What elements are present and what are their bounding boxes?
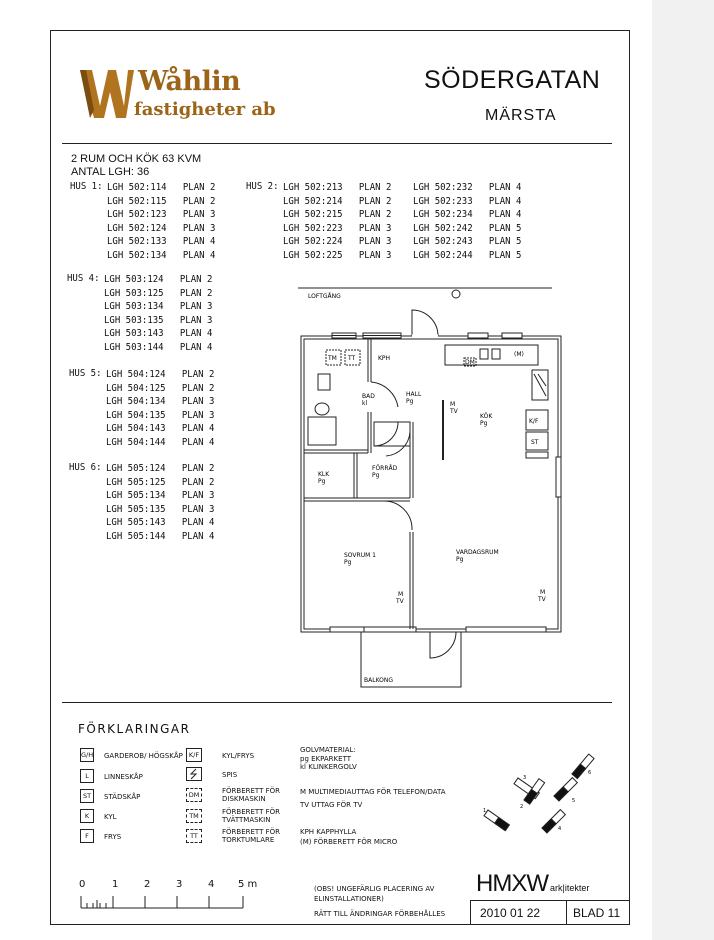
list-item: LGH 504:124 PLAN 2 <box>106 369 215 380</box>
sovrum-floor: Pg <box>344 559 352 566</box>
hus-4-label: HUS 4: <box>67 273 100 284</box>
legend-kph-text: KPH KAPPHYLLA <box>300 828 357 836</box>
list-item: LGH 505:125 PLAN 2 <box>106 476 215 488</box>
title-block-divider <box>566 900 567 925</box>
vardagsrum-label: VARDAGSRUM <box>456 549 499 556</box>
hus-2-label: HUS 2: <box>246 181 279 192</box>
architect-suffix: ark|itekter <box>550 883 590 893</box>
kok-floor: Pg <box>480 420 488 427</box>
st-label: ST <box>531 439 539 446</box>
legend-code-dm: DM <box>186 788 202 802</box>
hus-5-label: HUS 5: <box>69 368 102 379</box>
legend-code-garderob: G/H <box>80 748 94 762</box>
note-line-2: ELINSTALLATIONER) <box>314 895 384 903</box>
list-item: LGH 505:134 PLAN 3 <box>106 490 215 501</box>
outer-wall <box>301 336 561 632</box>
site-keymap <box>480 748 610 848</box>
column-marker <box>452 290 460 298</box>
scale-label: 5 m <box>238 879 258 890</box>
list-item: LGH 503:125 PLAN 2 <box>104 287 213 299</box>
kph-label: KPH <box>378 355 391 362</box>
list-item: LGH 503:135 PLAN 3 <box>104 314 213 326</box>
legend-code-kyl: K <box>80 809 94 823</box>
list-item: LGH 502:213 PLAN 2 LGH 502:232 PLAN 4 <box>283 182 522 193</box>
legend-m-text: M MULTIMEDIAUTTAG FÖR TELEFON/DATA <box>300 788 446 796</box>
hus-1-list <box>107 181 215 262</box>
legend-text-kyl: KYL <box>104 813 117 821</box>
keymap-label: 5 <box>572 798 576 804</box>
hus-6-label: HUS 6: <box>69 462 102 473</box>
legend-code-frys: F <box>80 829 94 843</box>
keymap-label: 3 <box>523 775 527 781</box>
wahlin-logo-icon <box>78 66 134 122</box>
klk-label: KLK <box>318 471 330 478</box>
legend-text-kylfrys: KYL/FRYS <box>222 752 255 760</box>
keymap-label: 1 <box>483 808 487 814</box>
apartment-count: ANTAL LGH: 36 <box>71 166 150 178</box>
tv-label-bedroom: TV <box>396 598 404 605</box>
list-item: LGH 503:134 PLAN 3 <box>104 301 213 312</box>
note-line-1: (OBS! UNGEFÄRLIG PLACERING AV <box>314 885 435 893</box>
hus-1-label: HUS 1: <box>70 181 103 192</box>
hus-5-list <box>106 368 214 449</box>
scale-label: 0 <box>79 879 86 890</box>
forrad-floor: Pg <box>372 472 380 479</box>
side-panel <box>652 0 714 940</box>
list-item: LGH 502:224 PLAN 3 LGH 502:243 PLAN 5 <box>283 236 522 247</box>
legend-title: FÖRKLARINGAR <box>78 722 191 736</box>
scale-label: 4 <box>208 879 215 890</box>
tm-label: TM <box>328 355 337 362</box>
legend-code-tm: TM <box>186 809 202 823</box>
kf-label: K/F <box>529 418 539 425</box>
list-item: LGH 502:115 PLAN 2 <box>107 195 216 207</box>
balkong-label: BALKONG <box>364 677 394 684</box>
hus-2-list <box>283 181 521 262</box>
bad-floor: kl <box>362 400 368 407</box>
klk-floor: Pg <box>318 478 326 485</box>
bad-label: BAD <box>362 393 375 400</box>
list-item: LGH 502:133 PLAN 4 <box>107 236 216 247</box>
legend-micro-text: (M) FÖRBERETT FÖR MICRO <box>300 838 398 846</box>
list-item: LGH 503:143 PLAN 4 <box>104 328 213 339</box>
scale-label: 1 <box>112 879 119 890</box>
list-item: LGH 502:134 PLAN 4 <box>107 249 216 261</box>
tv-label-hall: TV <box>450 408 458 415</box>
legend-code-linne: L <box>80 769 94 783</box>
list-item: LGH 505:135 PLAN 3 <box>106 503 215 515</box>
legend-divider <box>62 702 612 703</box>
m-label-living: M <box>540 589 546 596</box>
floor-plan <box>290 282 620 692</box>
scale-bar <box>80 894 246 910</box>
floor-material-title: GOLVMATERIAL: <box>300 746 356 754</box>
list-item: LGH 503:144 PLAN 4 <box>104 341 213 353</box>
header-divider <box>62 143 612 144</box>
hus-6-list <box>106 462 214 543</box>
legend-text-spis: SPIS <box>222 771 238 779</box>
legend-text-stad: STÄDSKÅP <box>104 793 141 801</box>
vardagsrum-floor: Pg <box>456 556 464 563</box>
inner-wall-line <box>304 339 558 629</box>
hus-4-list <box>104 273 212 354</box>
scale-label: 3 <box>176 879 183 890</box>
list-item: LGH 505:143 PLAN 4 <box>106 517 215 528</box>
list-item: LGH 502:223 PLAN 3 LGH 502:242 PLAN 5 <box>283 222 522 234</box>
architect-logo: HMXW <box>476 870 548 897</box>
list-item: LGH 504:134 PLAN 3 <box>106 396 215 407</box>
sovrum-label: SOVRUM 1 <box>344 552 376 559</box>
legend-code-kylfrys: K/F <box>186 748 202 762</box>
scale-label: 2 <box>144 879 151 890</box>
legend-text-tm: FÖRBERETT FÖR TVÄTTMASKIN <box>222 808 280 824</box>
list-item: LGH 504:135 PLAN 3 <box>106 409 215 421</box>
forrad-label: FÖRRÅD <box>372 465 398 472</box>
m-label-bedroom: M <box>398 591 404 598</box>
hall-floor: Pg <box>406 398 414 405</box>
legend-text-dm: FÖRBERETT FÖR DISKMASKIN <box>222 787 280 803</box>
keymap-label: 2 <box>520 804 524 810</box>
dm-label: DM <box>465 359 475 366</box>
list-item: LGH 502:225 PLAN 3 LGH 502:244 PLAN 5 <box>283 249 522 261</box>
keymap-label: 6 <box>588 770 592 776</box>
legend-text-frys: FRYS <box>104 833 122 841</box>
list-item: LGH 505:144 PLAN 4 <box>106 530 215 542</box>
sheet-number: BLAD 11 <box>573 906 621 920</box>
legend-text-tt: FÖRBERETT FÖR TORKTUMLARE <box>222 828 280 844</box>
hall-label: HALL <box>406 391 422 398</box>
list-item: LGH 505:124 PLAN 2 <box>106 463 215 474</box>
list-item: LGH 504:125 PLAN 2 <box>106 382 215 394</box>
legend-code-tt: TT <box>186 829 202 843</box>
project-city: MÄRSTA <box>485 107 557 124</box>
kok-label: KÖK <box>480 413 493 420</box>
keymap-label: 4 <box>558 826 562 832</box>
brand-subtitle: fastigheter ab <box>134 99 276 120</box>
spis-icon <box>186 767 202 781</box>
legend-tv-text: TV UTTAG FÖR TV <box>300 801 363 809</box>
list-item: LGH 502:215 PLAN 2 LGH 502:234 PLAN 4 <box>283 209 522 220</box>
drawing-date: 2010 01 22 <box>480 906 541 920</box>
tt-label: TT <box>348 355 356 362</box>
legend-text-linne: LINNESKÅP <box>104 773 143 781</box>
list-item: LGH 504:143 PLAN 4 <box>106 423 215 434</box>
list-item: LGH 502:114 PLAN 2 <box>107 182 216 193</box>
brand-name: Wåhlin <box>138 66 241 97</box>
micro-label: (M) <box>514 351 524 358</box>
note-line-3: RÄTT TILL ÄNDRINGAR FÖRBEHÅLLES <box>314 910 446 918</box>
tv-label-living: TV <box>538 596 546 603</box>
legend-text-garderob: GARDEROB/ HÖGSKÅP <box>104 752 183 760</box>
floor-material-kl: kl KLINKERGOLV <box>300 763 357 771</box>
legend-code-stad: ST <box>80 789 94 803</box>
list-item: LGH 502:124 PLAN 3 <box>107 222 216 234</box>
list-item: LGH 502:123 PLAN 3 <box>107 209 216 220</box>
list-item: LGH 503:124 PLAN 2 <box>104 274 213 285</box>
m-label-hall: M <box>450 401 456 408</box>
list-item: LGH 502:214 PLAN 2 LGH 502:233 PLAN 4 <box>283 195 522 207</box>
project-street: SÖDERGATAN <box>424 66 601 94</box>
apartment-type: 2 RUM OCH KÖK 63 KVM <box>71 153 202 165</box>
floor-material-pg: pg EKPARKETT <box>300 755 351 763</box>
loftgang-label: LOFTGÅNG <box>308 293 341 300</box>
list-item: LGH 504:144 PLAN 4 <box>106 436 215 448</box>
